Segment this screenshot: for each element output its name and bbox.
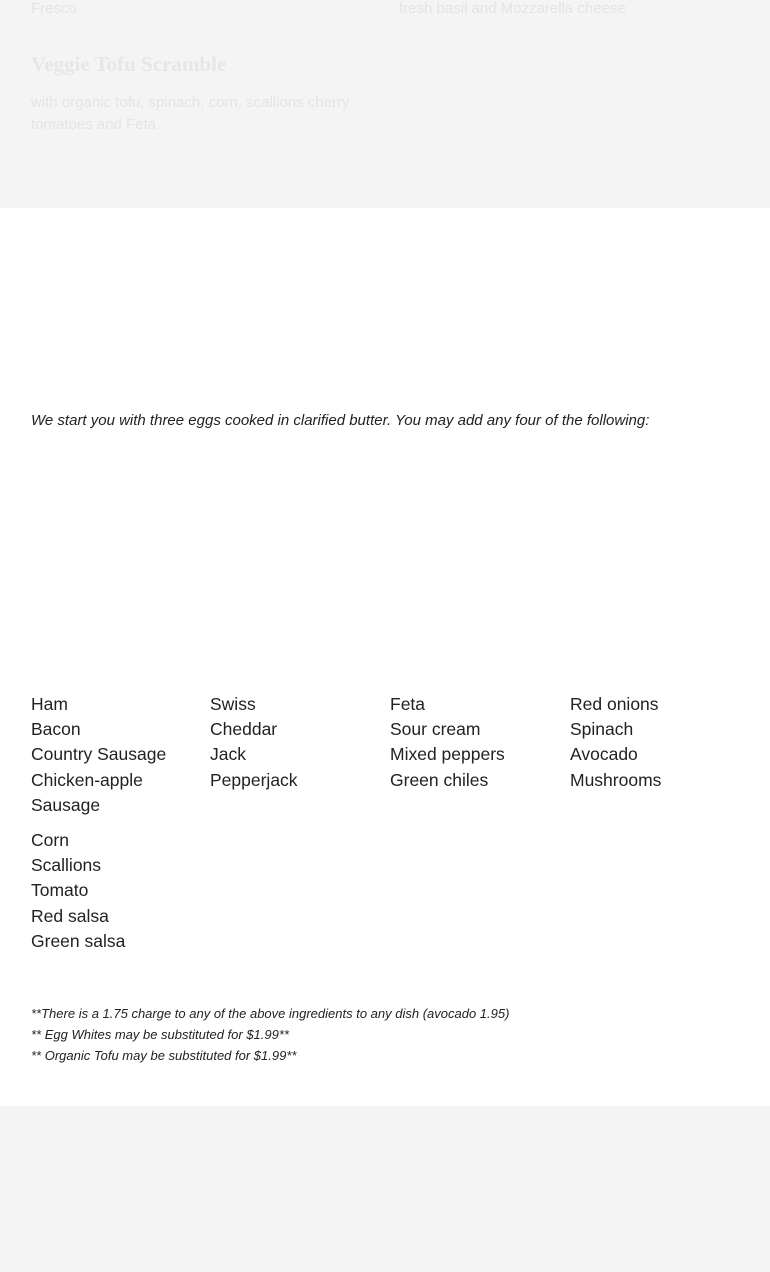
ingredient-item: Chicken-apple Sausage [31, 769, 143, 815]
ingredient-item: Sour cream [390, 719, 481, 740]
ingredient-item: Mixed peppers [390, 744, 505, 765]
ingredient-item: Avocado [570, 744, 638, 765]
ingredient-item: Ham [31, 694, 68, 714]
ingredient-column-meats [31, 692, 191, 954]
ingredient-item: Swiss [210, 694, 256, 714]
ingredient-item: Pepperjack [210, 769, 298, 790]
previous-section-band [0, 0, 770, 208]
pricing-note: **There is a 1.75 charge to any of the above ingredients to any dish (avocado 1.95) [31, 1006, 510, 1021]
ingredient-column-3 [390, 692, 560, 793]
omelette-intro: We start you with three eggs cooked in clarified butter. You may add any four of the following: [31, 412, 650, 429]
ingredient-item: Tomato [31, 880, 89, 901]
ingredient-item: Green salsa [31, 930, 126, 951]
ingredient-item: Corn [31, 830, 69, 851]
faded-menu-text-left: Fresco [31, 0, 77, 17]
ingredient-item: Red salsa [31, 905, 109, 926]
ingredient-item: Green chiles [390, 769, 489, 790]
faded-menu-text-right: fresh basil and Mozzarella cheese [399, 0, 626, 17]
omelette-section [0, 208, 770, 1106]
dish-title: Veggie Tofu Scramble [31, 52, 227, 76]
pricing-note: ** Egg Whites may be substituted for $1.99** [31, 1027, 289, 1042]
ingredient-item: Cheddar [210, 719, 278, 740]
pricing-note: ** Organic Tofu may be substituted for $1.99** [31, 1048, 297, 1063]
dish-description: with organic tofu, spinach, corn, scallions cherry tomatoes and Feta [31, 94, 350, 133]
ingredient-item: Mushrooms [570, 769, 662, 790]
ingredient-item: Scallions [31, 855, 102, 876]
ingredient-item: Jack [210, 744, 246, 765]
next-section-band [0, 1106, 770, 1272]
ingredient-item: Country Sausage [31, 744, 167, 765]
ingredient-item: Red onions [570, 694, 659, 714]
ingredient-column-vegetables [570, 692, 740, 793]
ingredient-item: Spinach [570, 719, 634, 740]
ingredient-column-cheeses [210, 692, 370, 793]
pricing-notes [31, 1003, 509, 1066]
ingredient-item: Bacon [31, 719, 81, 740]
ingredient-item: Feta [390, 694, 426, 714]
